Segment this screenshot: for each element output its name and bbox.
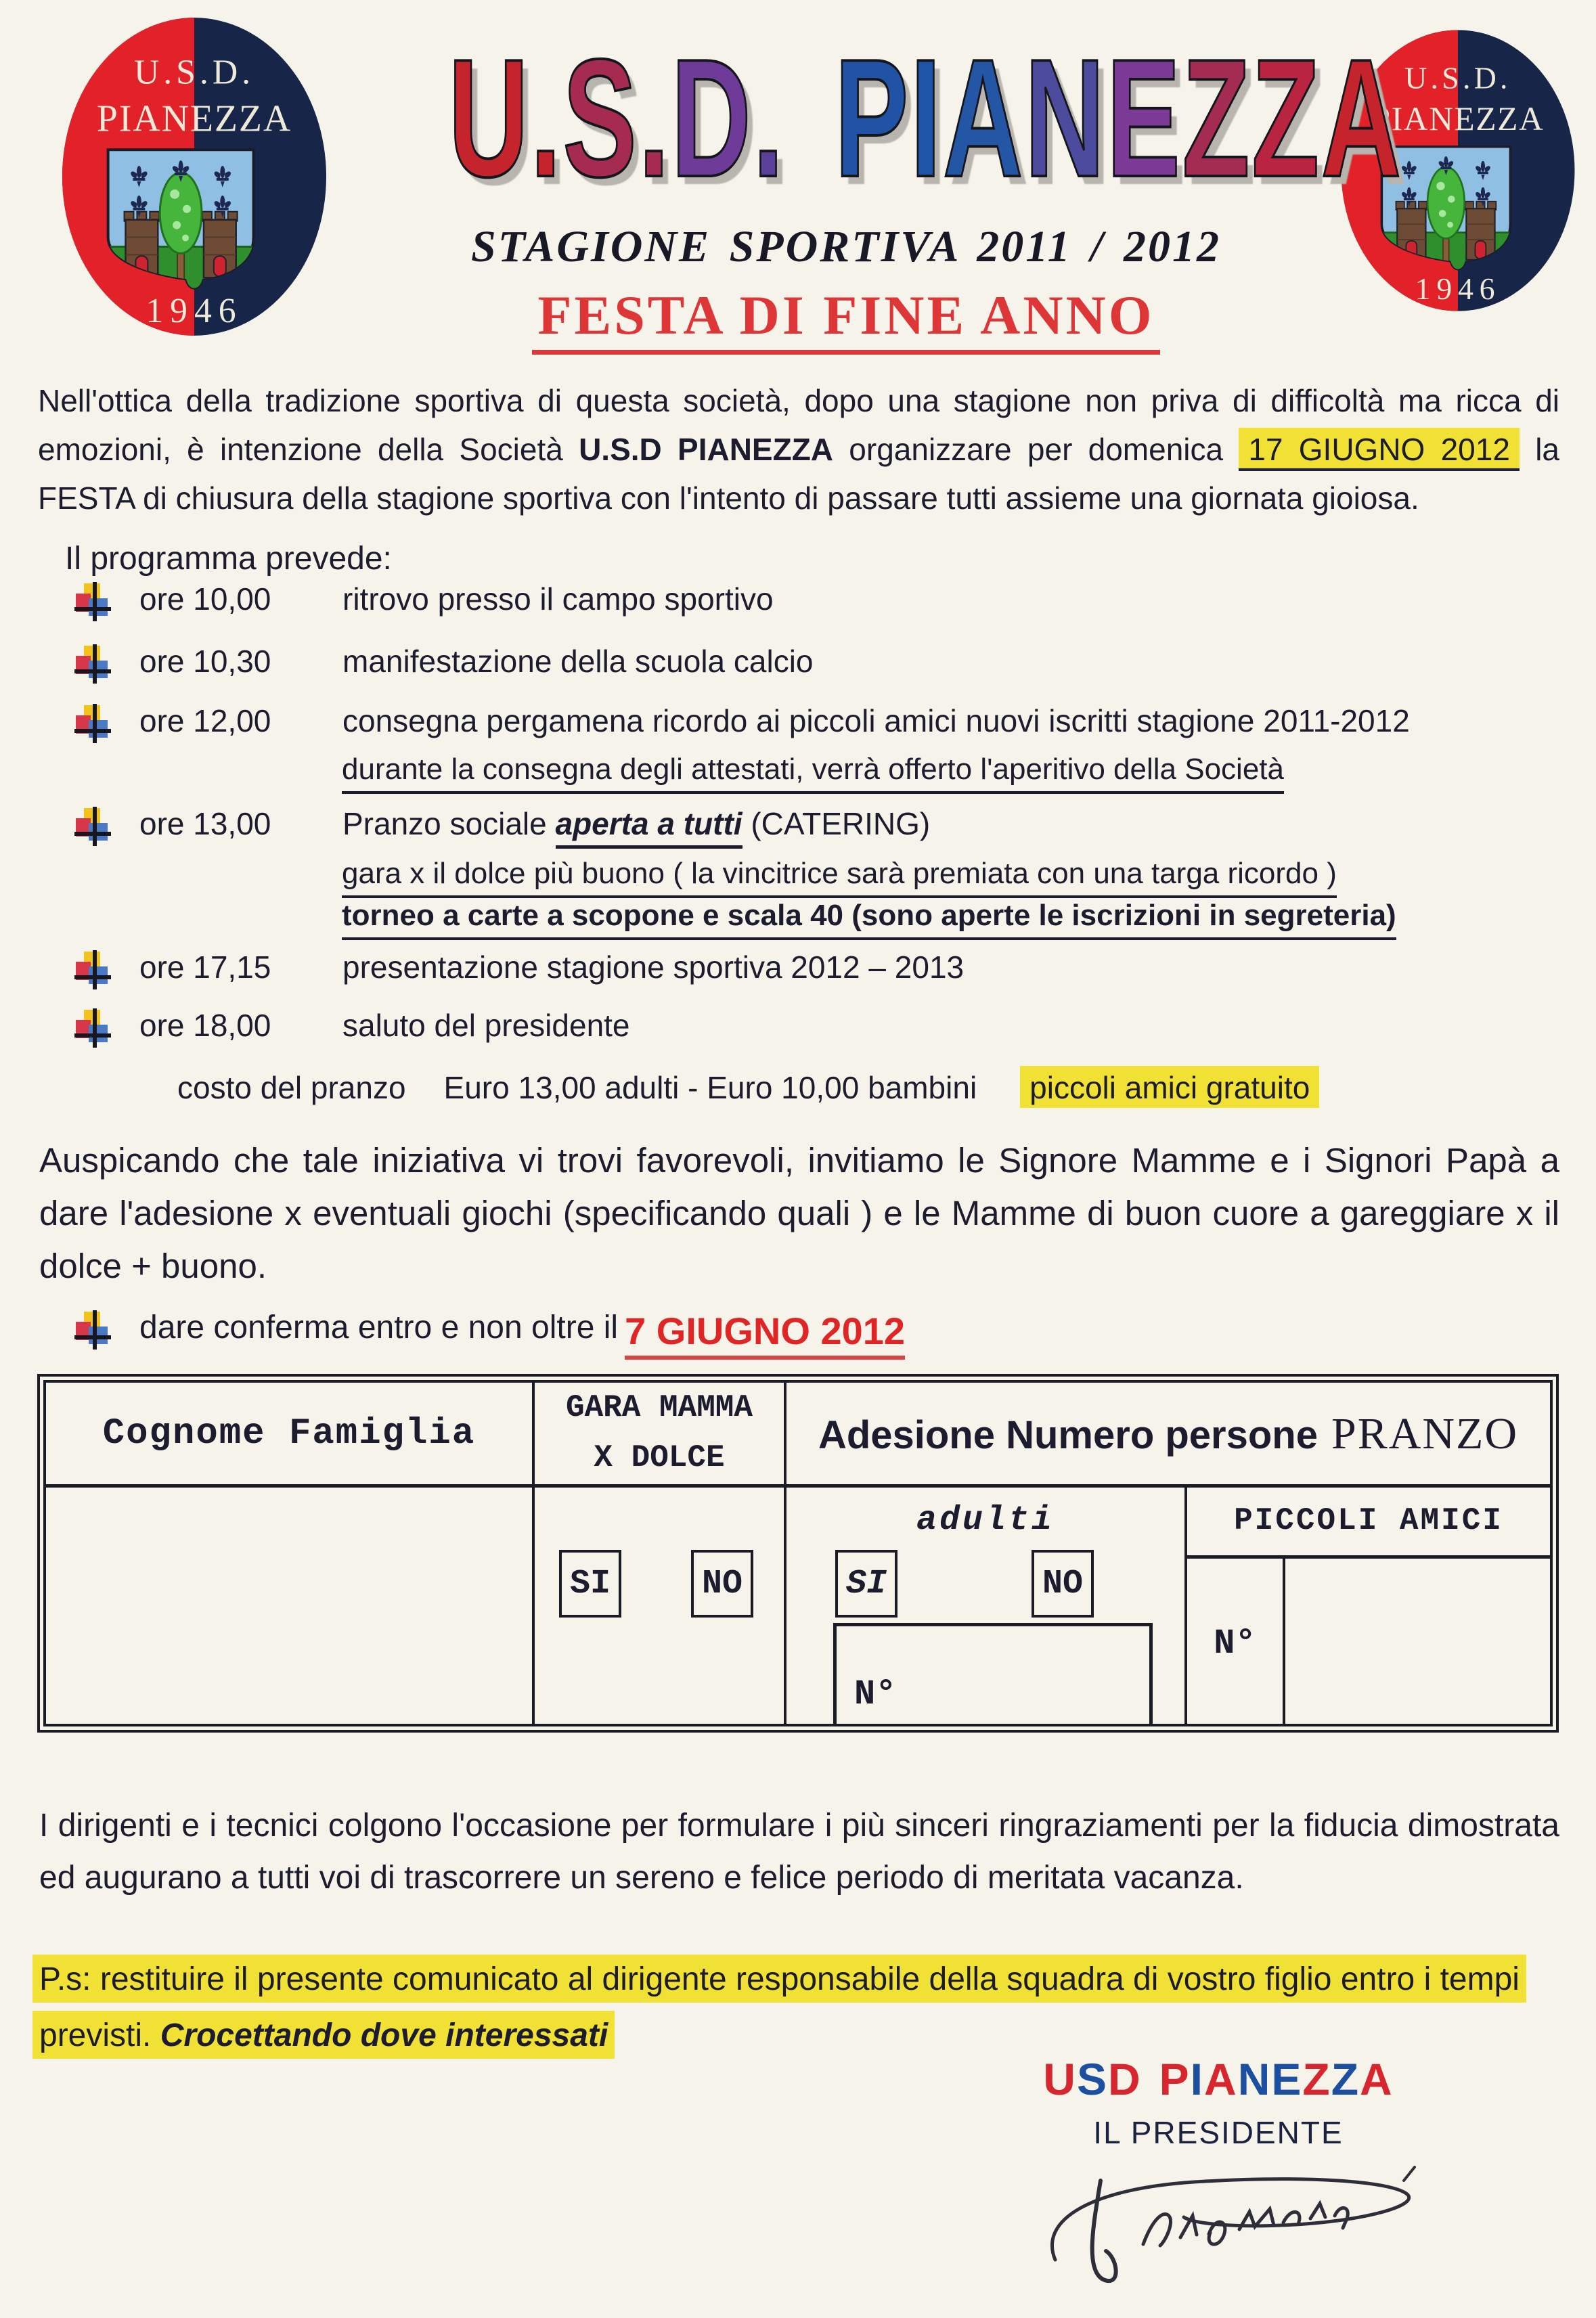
adults-number-label: N° (854, 1674, 897, 1714)
underlined-note: gara x il dolce più buono ( la vincitrice sarà premiata con una targa ricordo ) (342, 857, 1337, 898)
footer-letter: Z (1302, 2054, 1331, 2104)
event-banner-text: FESTA DI FINE ANNO (532, 284, 1159, 355)
intro-text: Nell'ottica della tradizione sportiva di questa società, dopo una stagione non priva di difficoltà ma ricca di emozioni, è intenzione della Società (38, 383, 1559, 468)
program-time: ore 17,15 (139, 950, 271, 985)
appeal-paragraph: Auspicando che tale iniziativa vi trovi favorevoli, invitiamo le Signore Mamme e i Signori Papà a dare l'adesione x eventuali giochi (specificando quali ) e le Mamme di buon cuore a gareggiare x il dolce + buono. (39, 1141, 1559, 1286)
cake-contest-line2: X DOLCE (594, 1440, 725, 1475)
colored-arrow-bullet-icon (76, 808, 110, 846)
title-letter: N (1024, 24, 1107, 212)
cake-no-checkbox: NO (691, 1550, 753, 1618)
title-letter: Z (1251, 24, 1321, 212)
colored-arrow-bullet-icon (76, 583, 110, 621)
reply-form-table (37, 1374, 1559, 1733)
program-item (76, 949, 1558, 989)
program-text: presentazione stagione sportiva 2012 – 2013 (342, 950, 965, 985)
intro-text: la FESTA di chiusura della stagione sportiva con l'intento di passare tutti assieme una giornata gioiosa. (38, 432, 1559, 516)
program-item (76, 805, 1558, 846)
president-title: IL PRESIDENTE (1093, 2115, 1344, 2150)
program-time: ore 10,00 (139, 581, 271, 617)
free-kids-highlight: piccoli amici gratuito (1020, 1066, 1319, 1108)
thanks-paragraph: I dirigenti e i tecnici colgono l'occasione per formulare i più sinceri ringraziamenti per la fiducia dimostrata ed augurano a tutti voi di trascorrere un sereno e felice periodo di meritata vacanza. (39, 1808, 1559, 1896)
colored-arrow-bullet-icon (76, 952, 110, 989)
footer-letter: A (1204, 2054, 1238, 2104)
footer-letter: S (1076, 2054, 1108, 2104)
program-subnote (342, 753, 1558, 786)
table-divider (1283, 1559, 1285, 1724)
title-letter: U (448, 24, 531, 212)
table-divider (46, 1484, 1550, 1488)
kids-number-label: N° (1214, 1623, 1256, 1664)
deadline-text: dare conferma entro e non oltre il (139, 1310, 619, 1345)
column-header-family: Cognome Famiglia (102, 1412, 476, 1454)
president-signature (991, 2141, 1451, 2311)
title-letter: I (910, 24, 944, 212)
deadline-line (76, 1309, 905, 1360)
footer-club-name (1002, 2053, 1435, 2105)
colored-arrow-bullet-icon (76, 646, 110, 684)
cake-yes-checkbox: SI (559, 1550, 621, 1618)
cost-label: costo del pranzo (177, 1070, 406, 1105)
subheader-little-friends: PICCOLI AMICI (1234, 1503, 1503, 1538)
program-subnote (342, 899, 1558, 933)
lunch-cost-line (177, 1069, 1319, 1106)
title-letter: E (1106, 24, 1182, 212)
catering-text: (CATERING) (742, 806, 931, 841)
program-item (76, 703, 1558, 743)
column-header-attendance (786, 1383, 1550, 1484)
title-letter: . (753, 24, 786, 212)
program-subnote (342, 857, 1558, 891)
program-heading: Il programma prevede: (65, 541, 392, 577)
lunch-text: Pranzo sociale (342, 806, 556, 841)
footer-letter: A (1360, 2054, 1394, 2104)
title-letter: A (1321, 24, 1403, 212)
underlined-bold-note: torneo a carte a scopone e scala 40 (sono aperte le iscrizioni in segreteria) (342, 899, 1396, 940)
table-divider (1184, 1555, 1550, 1559)
colored-arrow-bullet-icon (76, 1312, 110, 1350)
title-letter: D (671, 24, 753, 212)
footer-letter: I (1190, 2054, 1205, 2104)
intro-paragraph (38, 376, 1559, 523)
ps-text: P.s: restituire il presente comunicato al dirigente responsabile della squadra di vostro figlio entro i tempi previsti. (39, 1961, 1520, 2053)
subheader-adults: adulti (916, 1500, 1055, 1540)
adults-yes-checkbox: SI (835, 1550, 897, 1618)
title-letter: . (530, 24, 563, 212)
program-text: ritrovo presso il campo sportivo (342, 581, 774, 617)
column-header-cake-contest (535, 1383, 784, 1484)
footer-letter: D (1107, 2054, 1142, 2104)
underlined-note: durante la consegna degli attestati, verrà offerto l'aperitivo della Società (342, 753, 1284, 794)
lunch-label: PRANZO (1331, 1409, 1519, 1458)
open-to-all-emphasis: aperta a tutti (556, 806, 742, 849)
footer-letter: U (1043, 2054, 1077, 2104)
ps-note (32, 1952, 1562, 2064)
title-letter: Z (1182, 24, 1252, 212)
program-text: consegna pergamena ricordo ai piccoli amici nuovi iscritti stagione 2011-2012 (342, 703, 1410, 738)
cost-value: Euro 13,00 adulti - Euro 10,00 bambini (443, 1070, 977, 1105)
attendance-label: Adesione Numero persone (818, 1413, 1318, 1457)
club-wordart-title (448, 24, 1403, 212)
program-text (342, 805, 1558, 842)
event-date-highlight: 17 GIUGNO 2012 (1239, 428, 1520, 471)
season-subtitle: STAGIONE SPORTIVA 2011 / 2012 (470, 221, 1221, 271)
program-text: saluto del presidente (342, 1008, 630, 1043)
deadline-date: 7 GIUGNO 2012 (625, 1309, 905, 1360)
footer-letter: E (1271, 2054, 1303, 2104)
ps-emphasis: Crocettando dove interessati (160, 2017, 608, 2053)
footer-letter: P (1159, 2054, 1191, 2104)
title-letter: A (943, 24, 1025, 212)
club-name-bold: U.S.D PIANEZZA (579, 432, 834, 468)
intro-text: organizzare per domenica (833, 432, 1239, 468)
program-time: ore 13,00 (139, 806, 271, 841)
adults-number-field (833, 1623, 1153, 1724)
ps-highlight (32, 1955, 1526, 2059)
colored-arrow-bullet-icon (76, 1010, 110, 1048)
colored-arrow-bullet-icon (76, 705, 110, 743)
title-letter: S (562, 24, 639, 212)
title-letter: . (638, 24, 671, 212)
adults-no-checkbox: NO (1032, 1550, 1094, 1618)
program-item (76, 643, 1558, 684)
footer-letter: N (1237, 2054, 1272, 2104)
masthead (244, 24, 1448, 355)
cake-contest-line1: GARA MAMMA (565, 1390, 753, 1426)
program-item (76, 1007, 1558, 1048)
event-banner (244, 284, 1448, 355)
program-time: ore 10,30 (139, 644, 271, 679)
program-time: ore 12,00 (139, 703, 271, 738)
program-text: manifestazione della scuola calcio (342, 644, 814, 679)
title-letter: P (835, 24, 910, 212)
program-time: ore 18,00 (139, 1008, 271, 1043)
footer-letter: Z (1331, 2054, 1360, 2104)
program-item (76, 581, 1558, 621)
